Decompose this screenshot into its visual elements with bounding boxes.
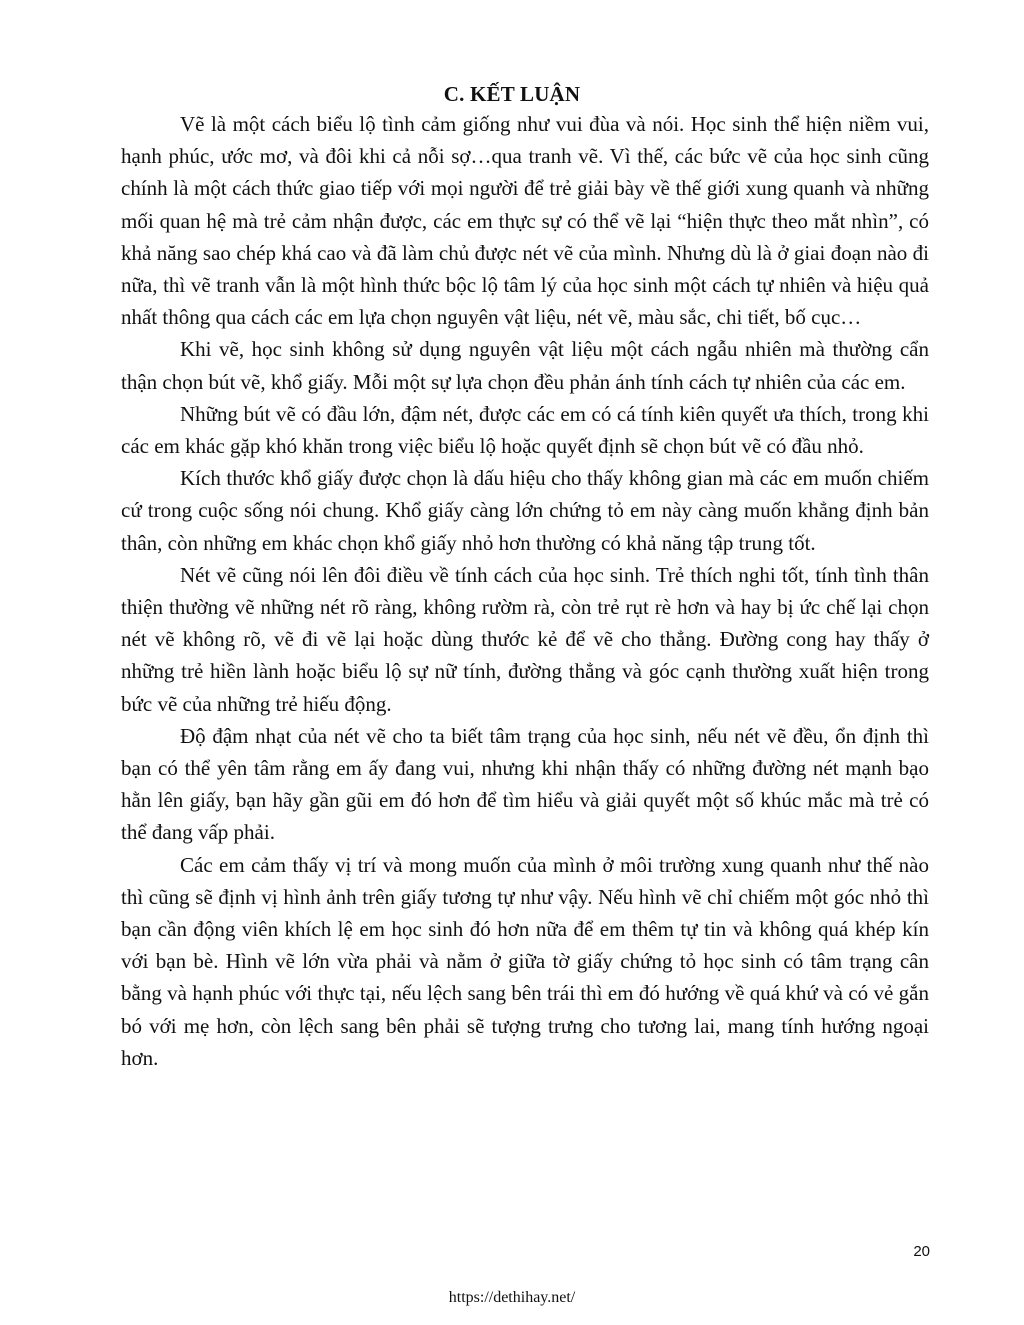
paragraph: Vẽ là một cách biểu lộ tình cảm giống như vui đùa và nói. Học sinh thể hiện niềm vui, hạnh phúc, ước mơ, và đôi khi cả nỗi sợ…qua tranh vẽ. Vì thế, các bức vẽ của học sinh cũng chính là một cách thức giao tiếp với mọi người để trẻ giải bày về thế giới xung quanh và những mối quan hệ mà trẻ cảm nhận được, các em thực sự có thể vẽ lại “hiện thực theo mắt nhìn”, có khả năng sao chép khá cao và đã làm chủ được nét vẽ của mình. Nhưng dù là ở giai đoạn nào đi nữa, thì vẽ tranh vẫn là một hình thức bộc lộ tâm lý của học sinh một cách tự nhiên và hiệu quả nhất thông qua cách các em lựa chọn nguyên vật liệu, nét vẽ, màu sắc, chi tiết, bố cục… [121,112,929,330]
paragraph: Khi vẽ, học sinh không sử dụng nguyên vật liệu một cách ngẫu nhiên mà thường cẩn thận chọn bút vẽ, khổ giấy. Mỗi một sự lựa chọn đều phản ánh tính cách tự nhiên của các em. [121,337,929,394]
paragraph: Các em cảm thấy vị trí và mong muốn của mình ở môi trường xung quanh như thế nào thì cũng sẽ định vị hình ảnh trên giấy tương tự như vậy. Nếu hình vẽ chỉ chiếm một góc nhỏ thì bạn cần động viên khích lệ em học sinh đó hơn nữa để em thêm tự tin và không quá khép kín với bạn bè. Hình vẽ lớn vừa phải và nằm ở giữa tờ giấy chứng tỏ học sinh có tâm trạng cân bằng và hạnh phúc với thực tại, nếu lệch sang bên trái thì em đó hướng về quá khứ và có vẻ gắn bó với mẹ hơn, còn lệch sang bên phải sẽ tượng trưng cho tương lai, mang tính hướng ngoại hơn. [121,852,929,1070]
paragraph: Kích thước khổ giấy được chọn là dấu hiệu cho thấy không gian mà các em muốn chiếm cứ trong cuộc sống nói chung. Khổ giấy càng lớn chứng tỏ em này càng muốn khẳng định bản thân, còn những em khác chọn khổ giấy nhỏ hơn thường có khả năng tập trung tốt. [121,466,929,555]
section-heading: C. KẾT LUẬN [443,82,581,106]
footer-link[interactable]: https://dethihay.net/ [448,1289,576,1306]
body-text [121,108,929,1074]
paragraph: Nét vẽ cũng nói lên đôi điều về tính cách của học sinh. Trẻ thích nghi tốt, tính tình thân thiện thường vẽ những nét rõ ràng, không rườm rà, còn trẻ rụt rè hơn và hay bị ức chế lại chọn nét vẽ không rõ, vẽ đi vẽ lại hoặc dùng thước kẻ để vẽ cho thẳng. Đường cong hay thấy ở những trẻ hiền lành hoặc biểu lộ sự nữ tính, đường thẳng và góc cạnh thường xuất hiện trong bức vẽ của những trẻ hiếu động. [121,562,929,716]
page-number: 20 [913,1243,930,1260]
paragraph: Độ đậm nhạt của nét vẽ cho ta biết tâm trạng của học sinh, nếu nét vẽ đều, ổn định thì bạn có thể yên tâm rằng em ấy đang vui, nhưng khi nhận thấy có những đường nét mạnh bạo hằn lên giấy, bạn hãy gần gũi em đó hơn để tìm hiểu và giải quyết một số khúc mắc mà trẻ có thể đang vấp phải. [121,723,929,845]
paragraph: Những bút vẽ có đầu lớn, đậm nét, được các em có cá tính kiên quyết ưa thích, trong khi các em khác gặp khó khăn trong việc biểu lộ hoặc quyết định sẽ chọn bút vẽ có đầu nhỏ. [121,401,929,459]
